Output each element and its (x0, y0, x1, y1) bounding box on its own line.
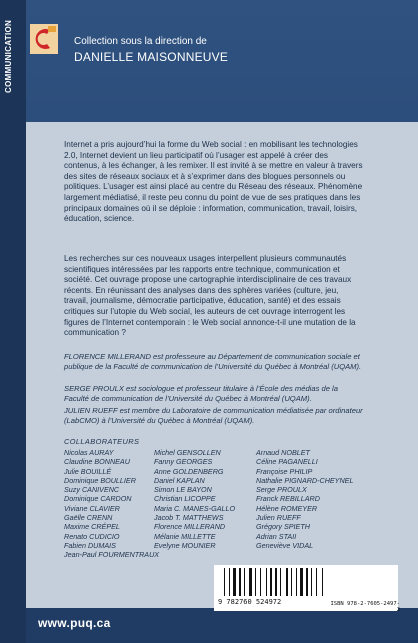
collaborator-name: Grégory SPIETH (256, 522, 310, 532)
collaborator-name: Fanny GEORGES (154, 457, 213, 467)
barcode-bar (226, 568, 228, 596)
barcode-bar (289, 568, 290, 596)
barcode-bar (260, 568, 261, 596)
barcode-bar (291, 568, 292, 596)
barcode-bar (298, 568, 299, 596)
barcode-bar (262, 568, 265, 596)
bio-proulx (64, 384, 364, 403)
collaborator-name: Maxime CRÉPEL (64, 522, 120, 532)
barcode-bar (246, 568, 248, 596)
barcode-bar (293, 568, 295, 596)
barcode-bar (255, 568, 256, 596)
collaborator-name: Julie BOUILLÉ (64, 466, 112, 476)
barcode-bar (286, 568, 288, 596)
collaborator-name: Evelyne MOUNIER (154, 540, 216, 550)
barcode-bar (268, 568, 269, 596)
bio-text: est membre du Laboratoire de communication médiatisée par ordinateur (LabCMO) à l’Université du Québec à Montréal (UQAM). (64, 406, 363, 425)
collaborator-name: Florence MILLERAND (154, 522, 226, 532)
collection-director: DANIELLE MAISONNEUVE (74, 50, 229, 64)
publisher-website: www.puq.ca (38, 616, 111, 630)
collaborator-name: Renato CUDICIO (64, 531, 120, 541)
barcode-bar (249, 568, 252, 596)
collaborator-name: Franck REBILLARD (256, 494, 320, 504)
bio-text: est professeure au Département de communication sociale et publique de la Faculté de communication de l’Université du Québec à Montréal (UQAM). (64, 352, 362, 371)
collaborator-name: Jacob T. MATTHEWS (154, 513, 224, 523)
collaborator-name: Nathalie PIGNARD-CHEYNEL (256, 475, 354, 485)
collaborator-name: Fabien DUMAIS (64, 540, 116, 550)
barcode-bar (239, 568, 241, 596)
collaborator-name: Jean-Paul FOURMENTRAUX (64, 550, 160, 560)
collaborator-name: Simon LE BAYON (154, 485, 212, 495)
collaborator-name: Daniel KAPLAN (154, 475, 205, 485)
barcode-bar (231, 568, 232, 596)
barcode-bar (253, 568, 254, 596)
description-paragraph-2: Les recherches sur ces nouveaux usages interpellent plusieurs communautés scientifiques intéressées par les rapports entre technique, communication et société. Cet ouvrage propose une cartographie interdisciplinaire de ces travaux récents. En réunissant des analyses dans des sphères variées (culture, jeu, travail, journalisme, démocratie participative, éducation, santé) et des essais critiques sur l’utopie du Web social, les auteurs de cet ouvrage interrogent les figures de l’Internet contemporain : le Web social annonce-t-il une mutation de la communication ? (64, 254, 356, 338)
barcode-bar (257, 568, 259, 596)
collaborator-name: Viviane CLAVIER (64, 503, 120, 513)
collaborator-name: Adrian STAII (256, 531, 297, 541)
bio-name: JULIEN RUEFF (64, 406, 118, 415)
barcode-bar (300, 568, 303, 596)
barcode-bar (306, 568, 308, 596)
collaborators-column-2 (154, 448, 266, 550)
barcode-bar (313, 568, 315, 596)
barcode-bar (224, 568, 225, 596)
barcode-bar (237, 568, 238, 596)
barcode-bar (229, 568, 230, 596)
collaborator-name: Mélanie MILLETTE (154, 531, 216, 541)
bio-rueff (64, 406, 364, 425)
collaborator-name: Hélène ROMEYER (256, 503, 318, 513)
barcode-bar (322, 568, 323, 596)
collaborator-name: Michel GENSOLLEN (154, 448, 221, 457)
collaborators-column-3 (256, 448, 368, 550)
spine-strip (0, 0, 26, 643)
bio-name: FLORENCE MILLERAND (64, 352, 151, 361)
barcode-bar (296, 568, 297, 596)
collaborator-name: Suzy CANIVENC (64, 485, 120, 495)
barcode-bar (266, 568, 267, 596)
collaborator-name: Gaëlle CRENN (64, 513, 113, 523)
barcode-bar (324, 568, 326, 596)
collaborator-name: Nicolas AURAY (64, 448, 114, 457)
isbn-label: ISBN 978-2-7605-2497-2 (330, 601, 400, 613)
barcode-bar (280, 568, 281, 596)
description-paragraph-1: Internet a pris aujourd’hui la forme du Web social : en mobilisant les technologies 2.0, Internet devient un lieu participatif où l’usager est appelé à créer des contenus, à les échanger, à les remixer. Il est invité à se mettre en valeur à travers des sites de réseaux sociaux et à s’exprimer dans des blogues personnels ou politiques. L’usager est ainsi placé au centre du Réseau des réseaux. Phénomène largement médiatisé, il reste peu connu du point de vue de ses pratiques dans les principaux domaines où il se déploie : information, communication, travail, loisirs, éducation, science. (64, 140, 363, 224)
collaborator-name: Dominique BOULLIER (64, 475, 136, 485)
collaborator-name: Claudine BONNEAU (64, 457, 130, 467)
collection-label: Collection sous la direction de (74, 36, 207, 47)
collaborator-name: Christian LICOPPE (154, 494, 216, 504)
barcode-bar (309, 568, 310, 596)
barcode-bar (311, 568, 312, 596)
barcode-digits: 9 782760 524972 (218, 598, 282, 606)
collaborator-name: Dominique CARDON (64, 494, 132, 504)
barcode-bar (318, 568, 321, 596)
collaborator-name: Anne GOLDENBERG (154, 466, 224, 476)
publisher-logo-icon (30, 24, 58, 54)
collaborator-name: Serge PROULX (256, 485, 307, 495)
barcode-bar (278, 568, 279, 596)
spine-label: COMMUNICATION (4, 19, 13, 93)
barcode-bar (244, 568, 245, 596)
collaborator-name: Maria C. MANES-GALLO (154, 503, 236, 513)
collaborators-heading: COLLABORATEURS (64, 437, 140, 446)
bio-name: SERGE PROULX (64, 384, 124, 393)
collaborator-name: Françoise PHILIP (256, 466, 313, 476)
barcode-bar (282, 568, 285, 596)
bio-text: est sociologue et professeur titulaire à l’École des médias de la Faculté de communication de l’Université du Québec à Montréal (UQAM). (64, 384, 338, 403)
collaborator-name: Geneviève VIDAL (256, 540, 314, 550)
barcode-bar (273, 568, 274, 596)
collaborator-name: Julien RUEFF (256, 513, 301, 523)
collaborator-name: Arnaud NOBLET (256, 448, 310, 457)
collaborator-name: Céline PAGANELLI (256, 457, 318, 467)
bio-millerand (64, 352, 364, 371)
barcode-bar (270, 568, 272, 596)
barcode-bar (242, 568, 243, 596)
barcode-bar (233, 568, 236, 596)
barcode-icon (224, 568, 388, 596)
barcode-bar (275, 568, 277, 596)
barcode-bar (316, 568, 317, 596)
barcode-bar (304, 568, 305, 596)
